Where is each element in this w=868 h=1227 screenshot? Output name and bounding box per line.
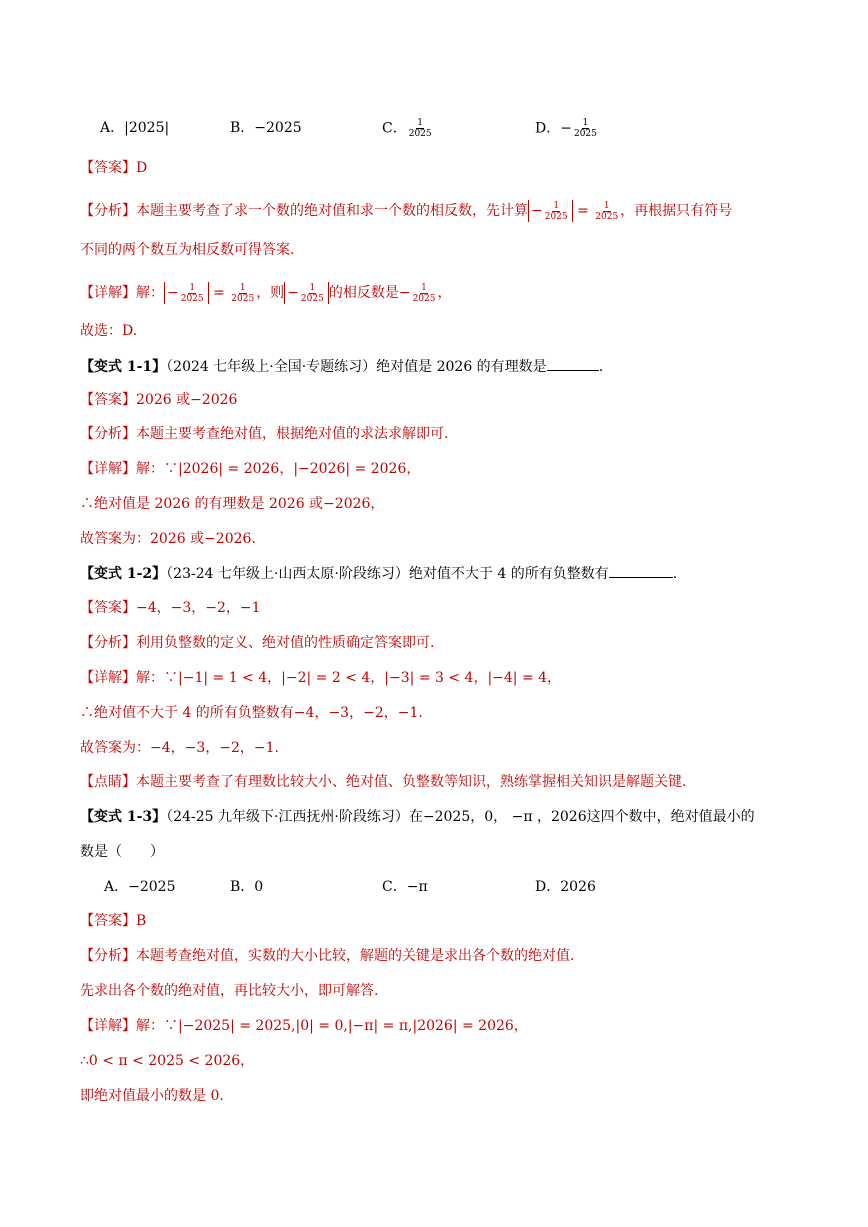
q1-analysis-line2: [80, 240, 294, 260]
minus-sign: −: [398, 285, 411, 301]
analysis-text-3: 不同的两个数互为相反数可得答案.: [80, 242, 295, 258]
fraction-numerator: 1: [309, 282, 316, 293]
answer-value: D: [136, 160, 148, 176]
analysis-text: 本题考查绝对值，实数的大小比较，解题的关键是求出各个数的绝对值.: [136, 948, 575, 964]
fraction: [300, 283, 325, 304]
option-b-value: −2025: [254, 120, 302, 136]
abs-expression: [284, 282, 329, 304]
v13-option-a: [104, 877, 175, 897]
v13-option-c: [382, 877, 428, 897]
variant-1-1-detail-3: [80, 529, 256, 549]
variant-1-3-question: [80, 807, 755, 827]
q1-analysis: [80, 200, 732, 222]
analysis-tag: 【分析】: [80, 203, 136, 219]
option-a: [100, 118, 169, 138]
answer-blank[interactable]: [547, 356, 599, 371]
question-end: .: [672, 566, 678, 582]
variant-1-3-detail-3: [80, 1086, 224, 1106]
variant-1-2-note: [80, 772, 686, 792]
variant-source: （23-24 七年级上·山西太原·阶段练习）: [166, 566, 409, 582]
fraction-numerator: 1: [421, 282, 427, 293]
detail-tag: 【详解】: [80, 1018, 136, 1034]
analysis-text: 本题主要考查了求一个数的绝对值和求一个数的相反数，先计算: [136, 203, 528, 219]
variant-1-3-detail: [80, 1016, 528, 1036]
analysis-tag: 【分析】: [80, 635, 136, 651]
fraction-numerator: 1: [239, 282, 246, 293]
q1-answer: [80, 158, 147, 178]
answer-tag: 【答案】: [80, 913, 136, 929]
option-b-letter: B．: [230, 879, 255, 895]
fraction-denominator: 2025: [544, 211, 568, 222]
option-a-value: |2025|: [124, 120, 170, 136]
minus-sign: −: [531, 203, 543, 219]
variant-question: 绝对值是 2026 的有理数是: [376, 359, 547, 375]
variant-1-2-detail: [80, 668, 561, 688]
analysis-text-2: ，再根据只有符号: [620, 203, 733, 219]
detail-text-2: ∴绝对值是 2026 的有理数是 2026 或−2026，: [80, 496, 385, 512]
option-a-letter: A．: [104, 879, 129, 895]
answer-value: B: [136, 913, 147, 929]
analysis-tag: 【分析】: [80, 948, 136, 964]
fraction-denominator: 2025: [231, 293, 255, 304]
variant-1-1-detail: [80, 459, 420, 479]
fraction: [544, 201, 569, 222]
option-d-letter: D．: [535, 120, 561, 137]
detail-text-3: 即绝对值最小的数是 0.: [80, 1088, 224, 1104]
detail-text-3: 故答案为：−4，−3，−2，−1.: [80, 740, 280, 756]
detail-text-2: ∴0 < π < 2025 < 2026，: [80, 1053, 255, 1069]
variant-1-3-analysis-2: [80, 981, 378, 1001]
analysis-text: 利用负整数的定义、绝对值的性质确定答案即可.: [136, 635, 435, 651]
option-a-letter: A．: [100, 120, 125, 136]
fraction: [412, 283, 437, 304]
variant-1-2-analysis: [80, 633, 434, 653]
fraction-denominator: 2025: [408, 129, 432, 139]
variant-tag: 【变式 1-2】: [80, 566, 167, 582]
option-a-value: −2025: [128, 879, 176, 895]
detail-end: ，: [437, 285, 452, 301]
question-end: .: [598, 359, 604, 375]
option-b-value: 0: [254, 879, 264, 895]
detail-tag: 【详解】: [80, 285, 136, 301]
option-d-sign: −: [560, 120, 572, 137]
option-b: [230, 118, 302, 138]
answer-tag: 【答案】: [80, 392, 136, 408]
v13-option-b: [230, 877, 263, 897]
answer-value: −4，−3，−2，−1: [136, 600, 261, 616]
detail-text-2: ∴绝对值不大于 4 的所有负整数有−4，−3，−2，−1.: [80, 705, 423, 721]
variant-question: 在−2025，0， −π ，2026这四个数中，绝对值最小的: [408, 809, 755, 825]
variant-1-1-detail-2: [80, 494, 384, 514]
q1-detail: [80, 282, 451, 304]
detail-tag: 【详解】: [80, 461, 136, 477]
option-c-value: −π: [406, 879, 428, 895]
analysis-text: 本题主要考查绝对值，根据绝对值的求法求解即可.: [136, 426, 449, 442]
q1-choose: [80, 321, 137, 341]
variant-1-3-answer: [80, 911, 146, 931]
fraction: [180, 283, 205, 304]
answer-tag: 【答案】: [80, 160, 136, 176]
fraction: [594, 201, 619, 222]
detail-tag: 【详解】: [80, 670, 136, 686]
equals-sign: =: [213, 285, 225, 301]
fraction-denominator: 2025: [412, 293, 436, 304]
option-d-value: 2026: [560, 879, 596, 895]
option-d-fraction: [573, 118, 598, 139]
choose-text: 故选：D.: [80, 323, 138, 339]
option-c-fraction: [408, 118, 433, 139]
answer-tag: 【答案】: [80, 600, 136, 616]
variant-tag: 【变式 1-3】: [80, 809, 167, 825]
fraction-numerator: 1: [417, 118, 424, 128]
variant-1-3-analysis: [80, 946, 574, 966]
fraction-numerator: 1: [582, 118, 589, 128]
variant-question: 绝对值不大于 4 的所有负整数有: [408, 566, 609, 582]
v13-option-d: [535, 877, 596, 897]
analysis-tag: 【分析】: [80, 426, 136, 442]
option-d-letter: D．: [535, 879, 561, 895]
fraction-denominator: 2025: [573, 129, 597, 139]
option-d: [535, 118, 599, 139]
variant-1-2-answer: [80, 598, 261, 618]
fraction-numerator: 1: [553, 200, 560, 211]
note-tag: 【点睛】: [80, 774, 136, 790]
detail-text: 解：∵|−2025| = 2025,|0| = 0,|−π| = π,|2026| = 2026，: [136, 1018, 528, 1034]
variant-1-1-analysis: [80, 424, 448, 444]
fraction-numerator: 1: [603, 200, 610, 211]
variant-source: （2024 七年级上·全国·专题练习）: [166, 359, 377, 375]
variant-question-2: 数是（ ）: [80, 844, 164, 860]
option-c-letter: C．: [382, 879, 407, 895]
variant-tag: 【变式 1-1】: [80, 359, 167, 375]
fraction: [230, 283, 255, 304]
variant-1-2-detail-2: [80, 703, 423, 723]
detail-text: 解：: [136, 285, 164, 301]
fraction-numerator: 1: [189, 282, 196, 293]
abs-expression: [164, 282, 209, 304]
detail-text-3: 故答案为：2026 或−2026.: [80, 531, 256, 547]
minus-sign: −: [287, 285, 299, 301]
fraction-denominator: 2025: [180, 293, 204, 304]
variant-1-2-question: [80, 563, 677, 584]
variant-1-1-question: [80, 356, 603, 377]
note-text: 本题主要考查了有理数比较大小、绝对值、负整数等知识，熟练掌握相关知识是解题关键.: [136, 774, 687, 790]
variant-1-2-detail-3: [80, 738, 279, 758]
fraction-denominator: 2025: [300, 293, 324, 304]
detail-text: 解：∵|2026| = 2026，|−2026| = 2026，: [136, 461, 421, 477]
variant-1-1-answer: [80, 390, 237, 410]
answer-value: 2026 或−2026: [136, 392, 238, 408]
variant-source: （24-25 九年级下·江西抚州·阶段练习）: [166, 809, 409, 825]
detail-text: 解：∵|−1| = 1 < 4，|−2| = 2 < 4，|−3| = 3 < 4，|−4| = 4，: [136, 670, 562, 686]
variant-1-3-detail-2: [80, 1051, 254, 1071]
fraction-denominator: 2025: [595, 211, 619, 222]
minus-sign: −: [167, 285, 179, 301]
variant-1-3-question-2: [80, 842, 164, 862]
equals-sign: =: [577, 203, 589, 219]
abs-expression: [528, 200, 573, 222]
detail-text-2: ，则: [256, 285, 285, 301]
option-b-letter: B．: [230, 120, 255, 136]
option-c-letter: C．: [382, 120, 407, 137]
detail-text-3: 的相反数是: [328, 285, 399, 301]
answer-blank[interactable]: [609, 563, 673, 578]
option-c: [382, 118, 434, 139]
analysis-text-2: 先求出各个数的绝对值，再比较大小，即可解答.: [80, 983, 379, 999]
